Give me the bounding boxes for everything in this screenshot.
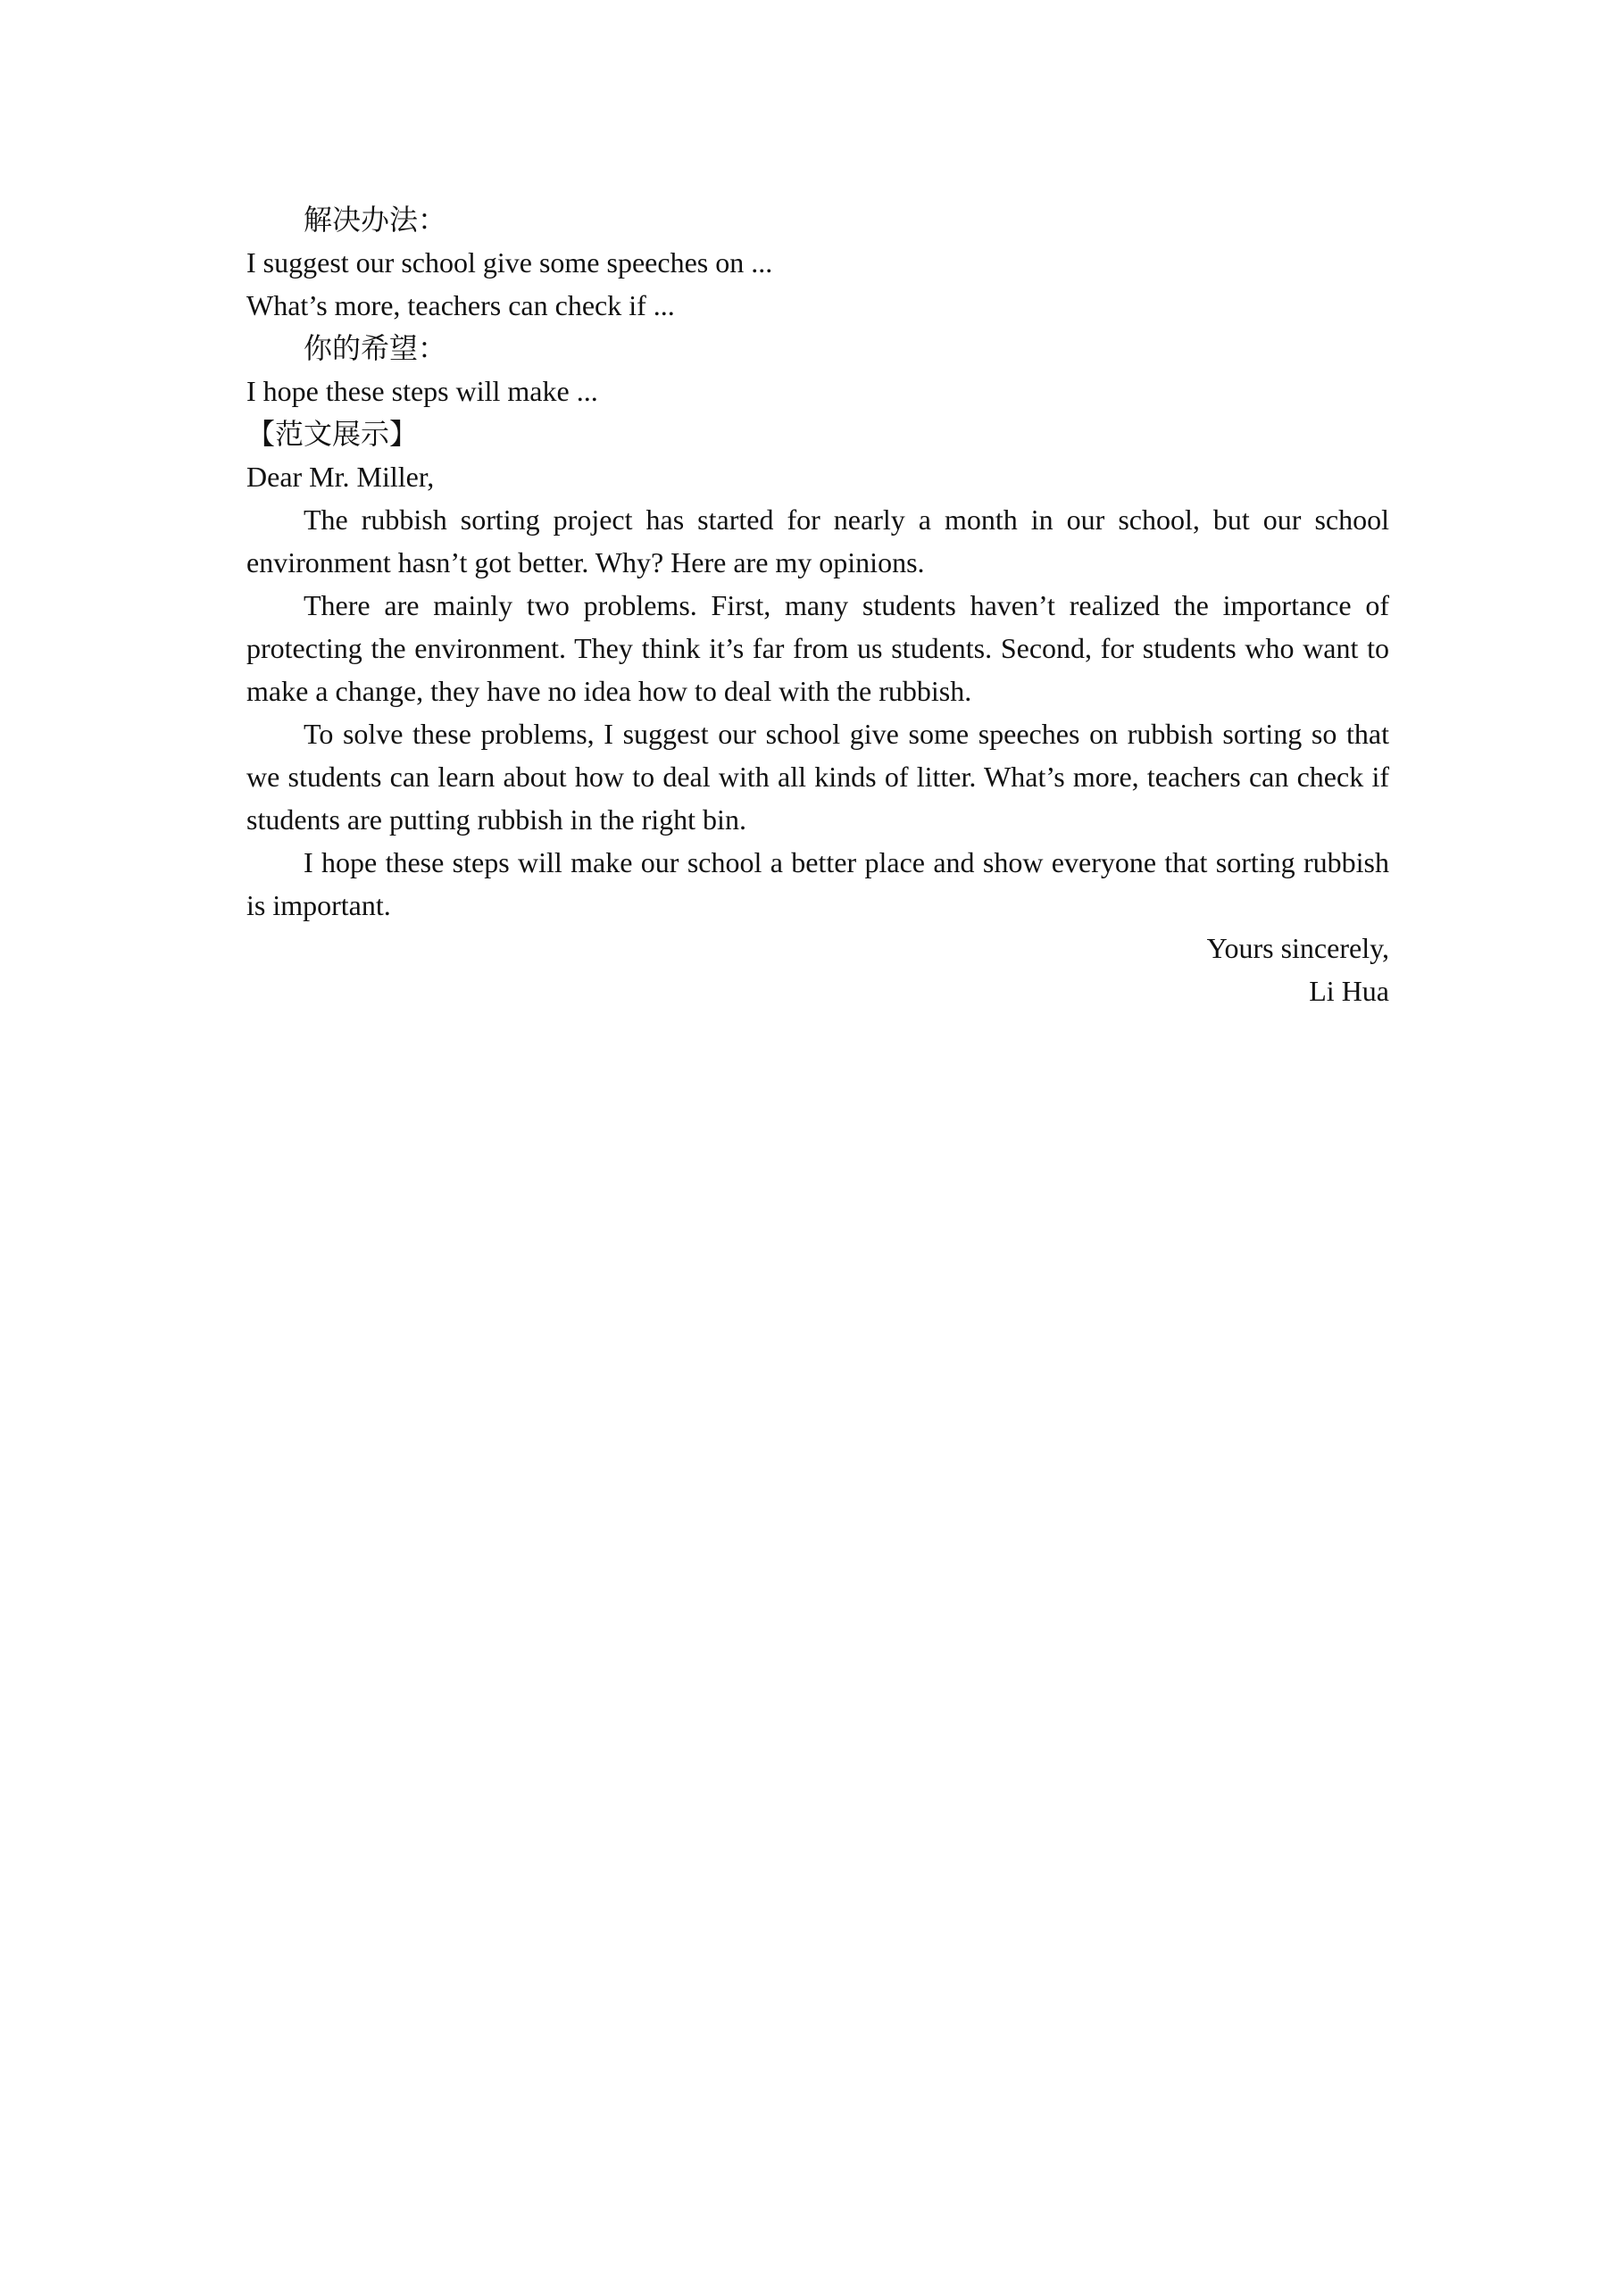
letter-paragraph-1: The rubbish sorting project has started for nearly a month in our school, but our school environment hasn’t got better. Why? Here are my opinions. <box>246 503 1389 578</box>
document-body <box>246 198 1389 1012</box>
solution-line-2: What’s more, teachers can check if ... <box>246 289 675 321</box>
letter-paragraph-3: To solve these problems, I suggest our school give some speeches on rubbish sorting so that we students can learn about how to deal with all kinds of litter. What’s more, teachers can check if students are putting rubbish in the right bin. <box>246 718 1389 836</box>
solution-line-1: I suggest our school give some speeches on ... <box>246 246 773 279</box>
letter-paragraph-4: I hope these steps will make our school a better place and show everyone that sorting rubbish is important. <box>246 846 1389 921</box>
solution-heading: 解决办法： <box>304 204 447 236</box>
sample-heading: 【范文展示】 <box>246 418 419 450</box>
hope-line: I hope these steps will make ... <box>246 375 598 407</box>
letter-salutation: Dear Mr. Miller, <box>246 461 435 493</box>
letter-paragraph-2: There are mainly two problems. First, many students haven’t realized the importance of protecting the environment. They think it’s far from us students. Second, for students who want to make a change, they have no idea how to deal with the rubbish. <box>246 589 1389 707</box>
letter-closing: Yours sincerely, <box>1206 932 1389 964</box>
letter-signature: Li Hua <box>1309 975 1389 1007</box>
hope-heading: 你的希望： <box>304 332 447 364</box>
